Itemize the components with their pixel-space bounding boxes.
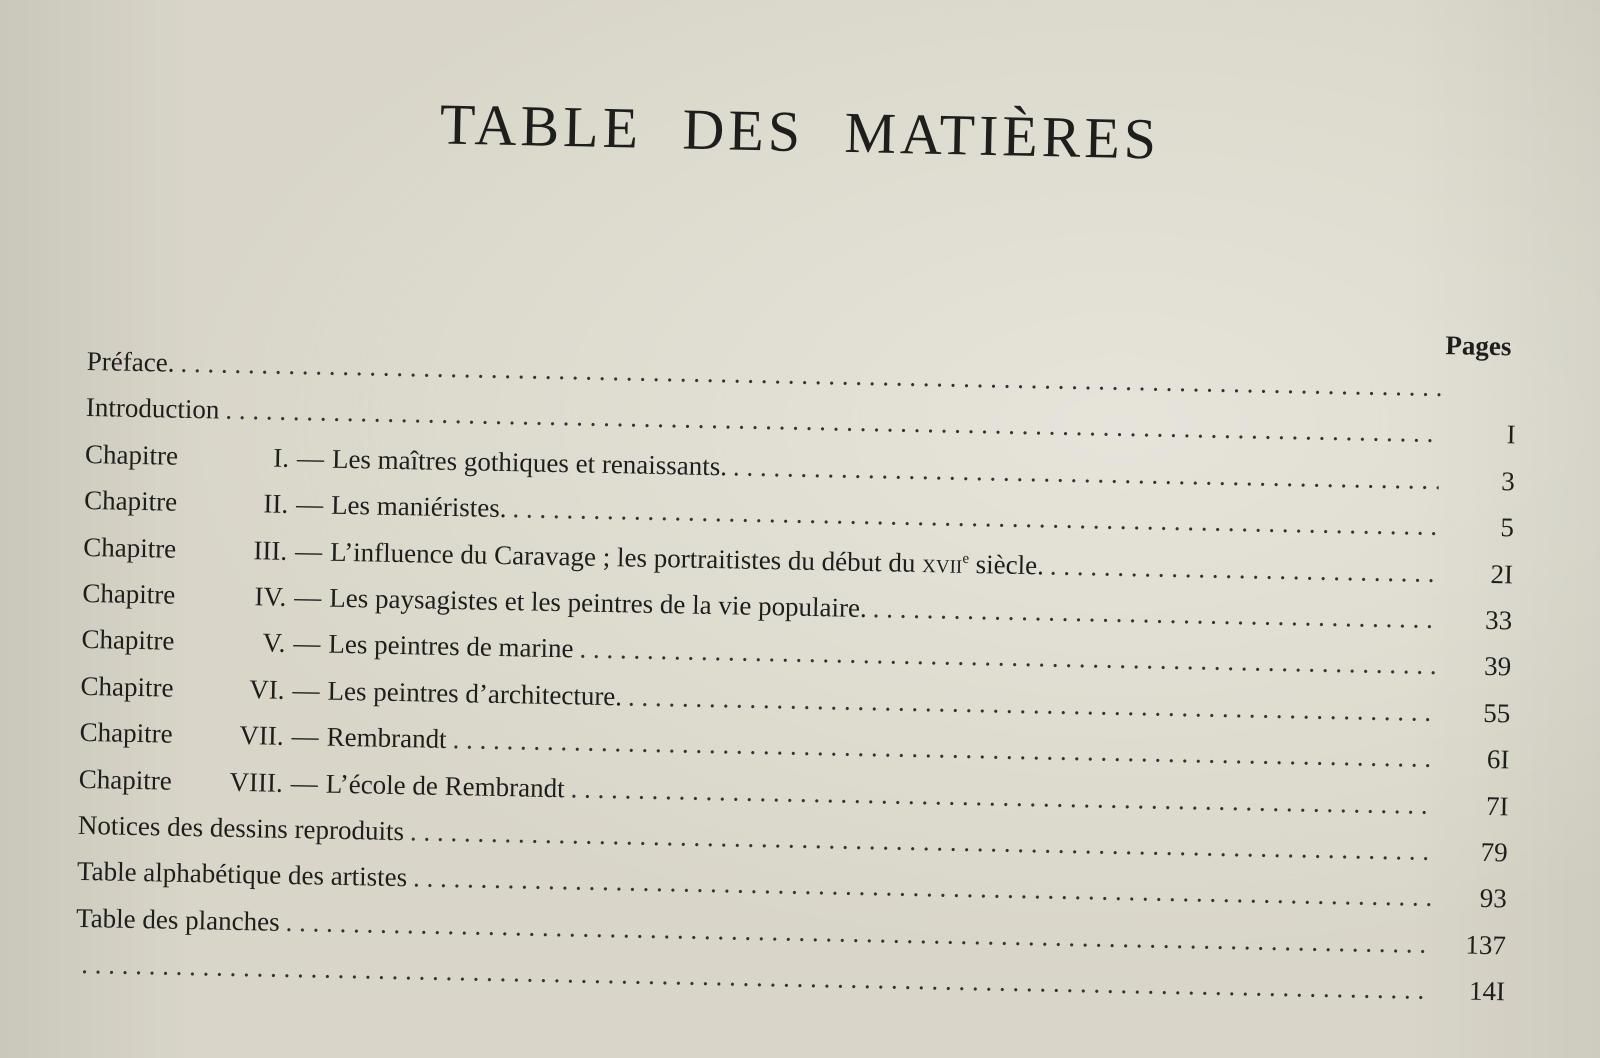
chapter-title-part-2: siècle. [968,548,1045,580]
page-title: TABLE DES MATIÈRES [439,91,1161,172]
chapter-title: Les peintres d’architecture. [327,675,623,712]
chapter-title: Rembrandt [326,721,447,755]
entry-page: 3 [1500,465,1516,497]
entry-page: 39 [1483,651,1512,682]
entry-label: Introduction [85,392,220,425]
chapter-dash: — [290,767,319,799]
chapter-dash: — [291,721,319,752]
entry-page [1446,396,1516,397]
chapter-word: Chapitre [84,438,179,471]
chapter-title: L’école de Rembrandt [325,768,565,803]
chapter-number: VIII. [229,766,284,798]
chapter-word: Chapitre [82,577,176,610]
entry-page: 6I [1486,744,1510,775]
entry-page: 5 [1500,512,1515,543]
dot-leader [1049,542,1437,596]
pages-column-header: Pages [1445,330,1512,362]
chapter-word: Chapitre [82,531,177,564]
entry-label: Notices des dessins reproduits [77,809,405,847]
chapter-dash: — [294,535,323,567]
entry-page: 137 [1465,929,1507,961]
chapter-title: Les paysagistes et les peintres de la vie populaire. [329,582,868,623]
chapter-dash: — [293,628,321,659]
chapter-word: Chapitre [83,485,178,517]
entry-page: 93 [1479,883,1508,914]
chapter-title-part-1: L’influence du Caravage ; les portraitistes du début du [329,536,923,578]
entry-label [84,477,507,532]
chapter-dash: — [294,581,322,613]
chapter-title: Les maîtres gothiques et renaissants. [331,443,728,482]
chapter-number: VII. [239,720,284,751]
chapter-number: V. [262,627,286,659]
chapter-dash: — [295,489,324,520]
chapter-word: Chapitre [81,624,175,657]
chapter-number: IV. [254,581,287,612]
chapter-title: Les peintres de marine [328,629,574,664]
entry-page: 33 [1484,604,1513,636]
entry-page: 14I [1468,975,1506,1007]
chapter-dash: — [292,674,320,706]
entry-label [79,709,447,762]
entry-page: 2I [1490,558,1514,589]
chapter-word: Chapitre [79,717,173,749]
entry-page: 79 [1480,836,1508,868]
entry-label: Table alphabétique des artistes [76,856,408,893]
chapter-number: I. [272,442,290,473]
chapter-dash: — [296,442,325,474]
chapter-number: II. [263,488,289,520]
entry-label: Table des planches [75,902,280,937]
chapter-number: VI. [249,673,285,705]
entry-label: Préface. [86,345,175,378]
entry-page: 55 [1483,697,1511,729]
chapter-word: Chapitre [80,670,174,703]
entry-page: I [1506,419,1516,450]
chapter-number: III. [253,534,288,566]
century-numeral: xvii [921,547,963,579]
chapter-title: Les maniéristes. [330,489,507,524]
table-of-contents [75,300,1518,1015]
chapter-word: Chapitre [78,763,173,796]
entry-page: 7I [1485,790,1509,821]
century-superscript: e [962,550,970,567]
